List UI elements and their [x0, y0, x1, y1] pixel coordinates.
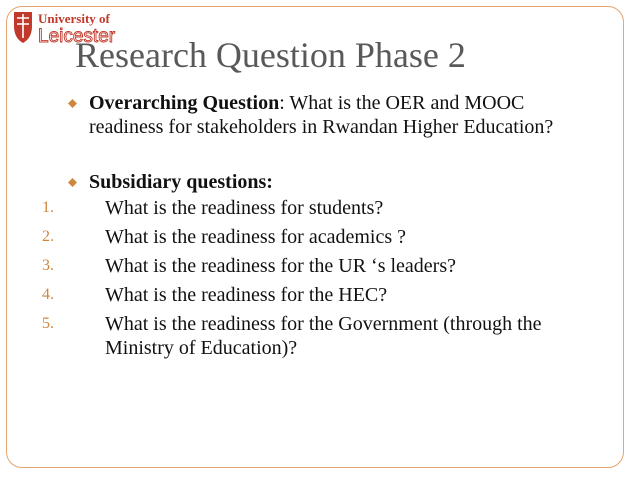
list-item	[42, 254, 602, 278]
list-number: 3.	[42, 257, 54, 274]
list-number: 4.	[42, 286, 54, 303]
list-item-text: What is the readiness for academics ?	[105, 226, 406, 248]
list-item	[42, 196, 602, 220]
overarching-question-body: : What is the OER and MOOC readiness for stakeholders in Rwandan Higher Education?	[89, 92, 554, 138]
list-item	[42, 312, 602, 360]
logo-line-1: University of	[38, 11, 110, 26]
bullet-diamond-icon	[68, 99, 77, 108]
subsidiary-questions-list	[42, 196, 602, 365]
list-item-text: What is the readiness for students?	[105, 197, 384, 219]
list-item-text: What is the readiness for the HEC?	[105, 284, 388, 306]
bullet-diamond-icon	[68, 178, 77, 187]
list-item	[42, 283, 602, 307]
list-item-text: What is the readiness for the UR ‘s leaders?	[105, 255, 456, 277]
logo-line-2: Leicester	[38, 26, 116, 46]
subsidiary-questions-label: Subsidiary questions:	[89, 171, 273, 193]
slide-title: Research Question Phase 2	[75, 35, 466, 75]
subsidiary-questions-text	[89, 170, 588, 194]
list-number: 1.	[42, 199, 54, 216]
overarching-question-bullet	[68, 91, 588, 139]
list-number: 2.	[42, 228, 54, 245]
list-number: 5.	[42, 315, 54, 332]
subsidiary-questions-bullet	[68, 170, 588, 194]
overarching-question-text	[89, 91, 588, 139]
overarching-question-label: Overarching Question	[89, 92, 280, 114]
list-item-text: What is the readiness for the Government (through the Ministry of Education)?	[105, 313, 542, 359]
list-item	[42, 225, 602, 249]
